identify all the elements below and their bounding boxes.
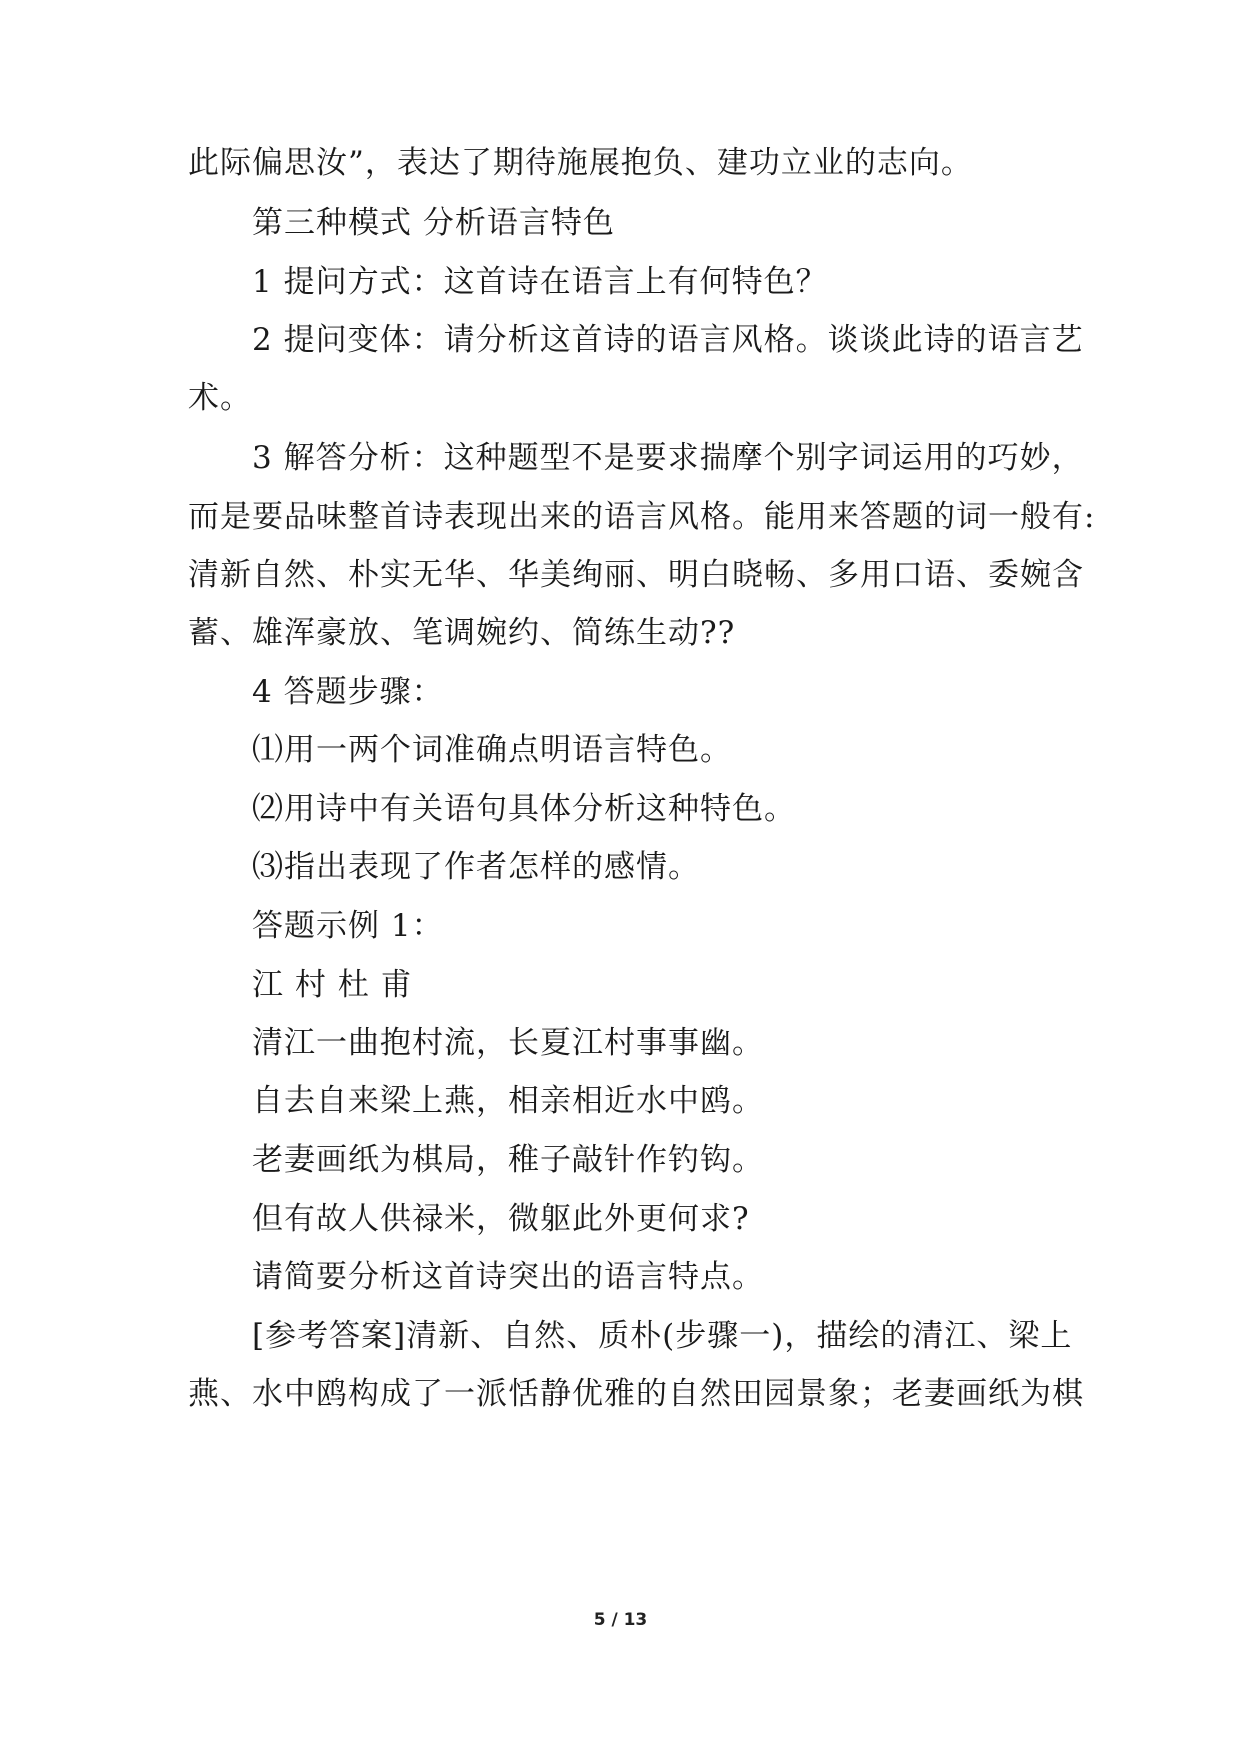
page-number: 5 / 13 [593, 1610, 648, 1630]
text-line: 而是要品味整首诗表现出来的语言风格。能用来答题的词一般有: [188, 499, 1096, 535]
text-line: 请简要分析这首诗突出的语言特点。 [252, 1259, 764, 1295]
poem-title: 江 村 杜 甫 [252, 967, 413, 1003]
poem-line: 老妻画纸为棋局，稚子敲针作钓钩。 [252, 1142, 764, 1178]
poem-line: 自去自来梁上燕，相亲相近水中鸥。 [252, 1083, 764, 1119]
text-line: 术。 [188, 380, 252, 416]
step-item: ⑵用诗中有关语句具体分析这种特色。 [252, 791, 796, 827]
text-line: 4 答题步骤： [252, 674, 444, 710]
poem-line: 清江一曲抱村流，长夏江村事事幽。 [252, 1025, 764, 1061]
step-item: ⑴用一两个词准确点明语言特色。 [252, 732, 732, 768]
section-heading: 第三种模式 分析语言特色 [252, 205, 615, 241]
text-line: 清新自然、朴实无华、华美绚丽、明白晓畅、多用口语、委婉含 [188, 557, 1084, 593]
text-line: 蓄、雄浑豪放、笔调婉约、简练生动?? [188, 615, 736, 651]
text-line: 1 提问方式：这首诗在语言上有何特色？ [252, 264, 828, 300]
text-line: 答题示例 1： [252, 908, 444, 944]
step-item: ⑶指出表现了作者怎样的感情。 [252, 849, 700, 885]
text-line: 此际偏思汝”，表达了期待施展抱负、建功立业的志向。 [188, 145, 973, 181]
text-line: 3 解答分析：这种题型不是要求揣摩个别字词运用的巧妙， [252, 440, 1084, 476]
poem-line: 但有故人供禄米，微躯此外更何求? [252, 1201, 750, 1237]
text-line: [参考答案]清新、自然、质朴(步骤一)，描绘的清江、梁上 [252, 1318, 1073, 1354]
text-line: 燕、水中鸥构成了一派恬静优雅的自然田园景象；老妻画纸为棋 [188, 1376, 1084, 1412]
text-line: 2 提问变体：请分析这首诗的语言风格。谈谈此诗的语言艺 [252, 322, 1084, 358]
